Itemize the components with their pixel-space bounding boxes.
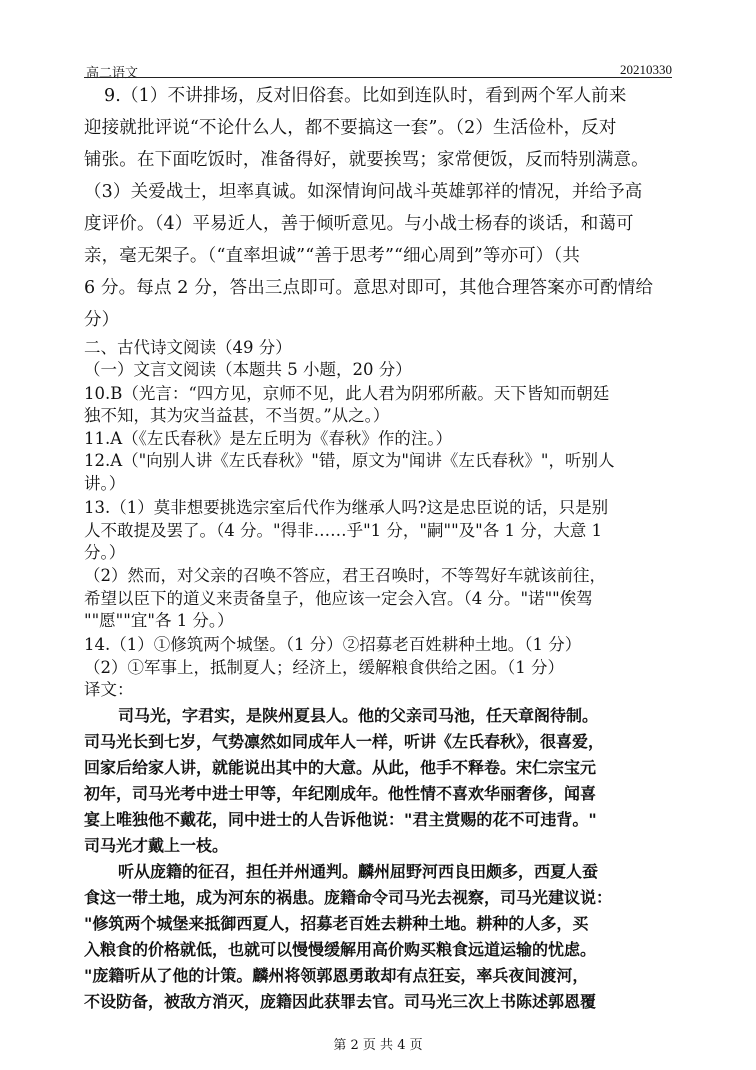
translation-line: 不设防备，被敌方消灭，庞籍因此获罪去官。司马光三次上书陈述郭恩覆 [84,992,597,1011]
text-line: 6 分。每点 2 分，答出三点即可。意思对即可，其他合理答案亦可酌情给 [84,278,654,298]
text-line: 度评价。（4）平易近人，善于倾听意见。与小战士杨春的谈话，和蔼可 [84,214,634,234]
header-date: 20210330 [620,62,672,77]
text-line: 铺张。在下面吃饭时，准备得好，就要挨骂；家常便饭，反而特别满意。 [84,150,649,170]
text-line: （2）然而，对父亲的召唤不答应，君王召唤时，不等驾好车就该前往， [84,566,606,585]
text-line: ""愿""宜"各 1 分。） [84,611,234,630]
translation-line: "修筑两个城堡来抵御西夏人，招募老百姓去耕种土地。耕种的人多，买 [84,914,589,933]
text-line: 分） [84,310,120,330]
text-line: （2）①军事上，抵制夏人；经济上，缓解粮食供给之困。（1 分） [84,658,564,677]
text-line: 11.A（《左氏春秋》是左丘明为《春秋》作的注。） [84,429,453,448]
text-line: 13.（1）莫非想要挑选宗室后代作为继承人吗?这是忠臣说的话，只是别 [84,498,609,517]
translation-label: 译文： [84,680,134,699]
translation-line: "庞籍听从了他的计策。麟州将领郭恩勇敢却有点狂妄，率兵夜间渡河， [84,966,589,985]
translation-line: 入粮食的价格就低，也就可以慢慢缓解用高价购买粮食远道运输的忧虑。 [84,940,597,959]
translation-line: 听从庞籍的征召，担任并州通判。麟州屈野河西良田颇多，西夏人蚕 [118,862,599,881]
text-line: 9.（1）不讲排场，反对旧俗套。比如到连队时，看到两个军人前来 [104,86,627,106]
section-heading: 二、古代诗文阅读（49 分） [84,338,292,357]
text-line: （3）关爱战士，坦率真诚。如深情询问战斗英雄郭祥的情况，并给予高 [84,182,643,202]
translation-line: 司马光，字君实，是陕州夏县人。他的父亲司马池，任天章阁待制。 [118,706,599,725]
header-rule [84,77,672,78]
text-line: 分。） [84,543,126,562]
text-line: 希望以臣下的道义来责备皇子，他应该一定会入宫。（4 分。"诺""俟驾 [84,589,593,608]
text-line: 迎接就批评说“不论什么人，都不要搞这一套”。（2）生活俭朴，反对 [84,118,617,138]
translation-line: 初年，司马光考中进士甲等，年纪刚成年。他性情不喜欢华丽奢侈，闻喜 [84,784,597,803]
text-line: 亲，毫无架子。（“直率坦诚”“善于思考”“细心周到”等亦可）（共 [84,246,580,266]
text-line: 10.B（光言：“四方见，京师不见，此人君为阴邪所蔽。天下皆知而朝廷 [84,384,610,403]
translation-line: 食这一带土地，成为河东的祸患。庞籍命令司马光去视察，司马光建议说： [84,888,613,907]
translation-line: 宴上唯独他不戴花，同中进士的人告诉他说："君主赏赐的花不可违背。" [84,810,597,829]
subsection-heading: （一）文言文阅读（本题共 5 小题，20 分） [84,360,412,379]
translation-line: 司马光才戴上一枝。 [84,836,229,855]
translation-line: 司马光长到七岁，气势凛然如同成年人一样，听讲《左氏春秋》，很喜爱， [84,732,605,751]
text-line: 讲。） [84,474,126,493]
text-line: 12.A（"向别人讲《左氏春秋》"错，原文为"闻讲《左氏春秋》"，听别人 [84,451,615,470]
translation-line: 回家后给家人讲，就能说出其中的大意。从此，他手不释卷。宋仁宗宝元 [84,758,597,777]
page-number: 第 2 页 共 4 页 [333,1038,423,1053]
text-line: 人不敢提及罢了。（4 分。"得非……乎"1 分，"嗣""及"各 1 分，大意 1 [84,521,603,540]
text-line: 14.（1）①修筑两个城堡。（1 分）②招募老百姓耕种土地。（1 分） [84,635,582,654]
header-subject: 高二语文 [86,66,139,81]
text-line: 独不知，其为灾当益甚，不当贺。”从之。） [84,406,390,425]
